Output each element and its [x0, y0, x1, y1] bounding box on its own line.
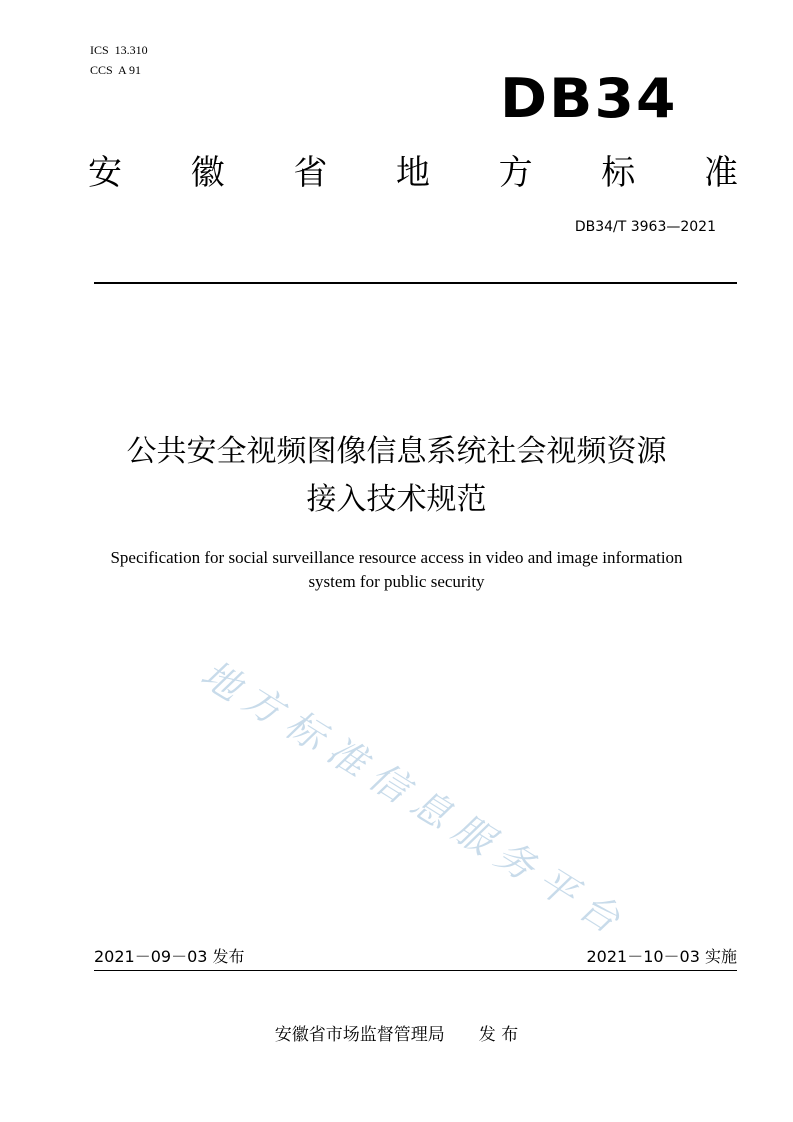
watermark-char: 标: [277, 701, 333, 760]
watermark-char: 方: [235, 675, 291, 734]
title-chinese-line-1: 公共安全视频图像信息系统社会视频资源: [126, 434, 667, 469]
watermark-char: 息: [403, 779, 459, 838]
publisher-name: 安徽省市场监督管理局: [274, 1025, 445, 1045]
publisher-line: [0, 1022, 793, 1048]
watermark-char: 务: [487, 831, 543, 890]
category-char: 准: [703, 153, 738, 193]
standard-category: [88, 150, 738, 196]
issue-date: 2021－09－03 发布: [94, 947, 245, 966]
category-char: 省: [293, 153, 328, 193]
implementation-date: 2021－10－03 实施: [586, 947, 737, 966]
watermark-char: 信: [361, 753, 417, 812]
publish-label: 发 布: [478, 1025, 519, 1045]
classification-codes: [90, 40, 148, 80]
title-english-line-1: Specification for social surveillance resource access in video and image information: [110, 548, 683, 567]
watermark-char: 台: [571, 883, 627, 942]
category-char: 地: [395, 153, 430, 193]
category-char: 安: [88, 153, 122, 193]
date-row: [94, 944, 737, 970]
footer-divider: [94, 970, 737, 971]
watermark-char: 地: [193, 651, 249, 710]
category-char: 标: [601, 153, 636, 193]
ics-code: ICS 13.310: [90, 43, 148, 57]
watermark-char: 平: [529, 857, 585, 916]
title-english-line-2: system for public security: [308, 572, 485, 591]
header-divider: [94, 282, 737, 284]
title-chinese-line-2: 接入技术规范: [306, 482, 487, 517]
category-char: 方: [498, 153, 533, 193]
watermark-char: 准: [319, 727, 375, 786]
watermark: [193, 650, 660, 942]
standard-number: DB34/T 3963—2021: [574, 219, 716, 235]
category-char: 徽: [190, 153, 225, 193]
watermark-char: 服: [445, 805, 501, 864]
ccs-code: CCS A 91: [90, 63, 142, 77]
db-code-logo: DB34: [500, 67, 678, 130]
